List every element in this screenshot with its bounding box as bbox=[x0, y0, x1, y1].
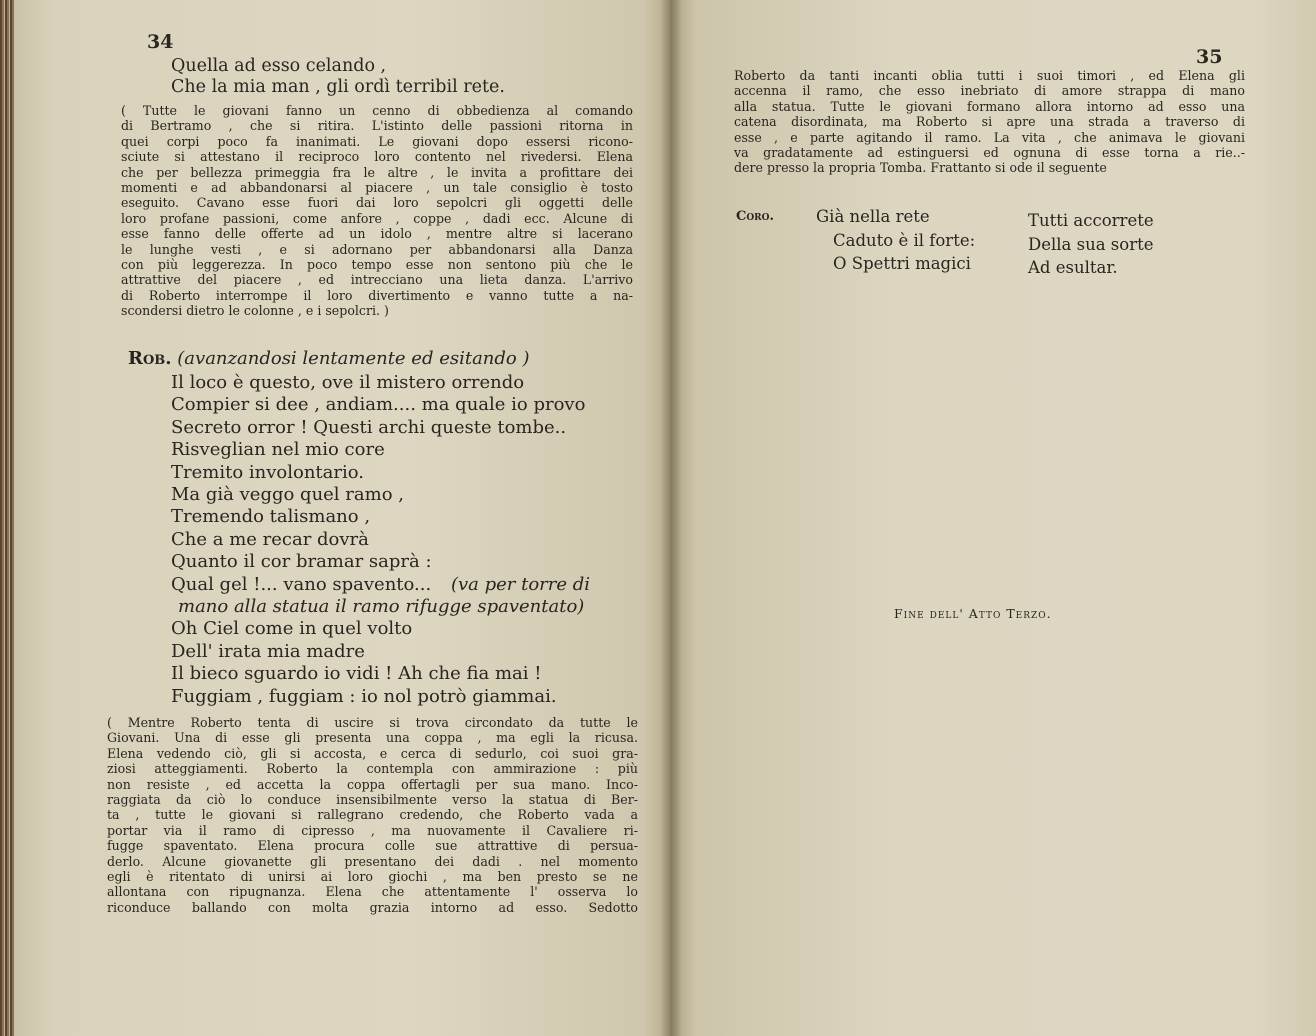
stage-line: alla statua. Tutte le giovani formano allora intorno ad esso una bbox=[734, 98, 1245, 114]
verse-line: Dell' irata mia madre bbox=[171, 640, 365, 662]
stage-line: ta , tutte le giovani si rallegrano credendo, che Roberto vada a bbox=[107, 807, 638, 823]
verse-line: Compier si dee , andiam.... ma quale io provo bbox=[171, 394, 586, 416]
stage-line: sciute si attestano il reciproco loro contento nel rivedersi. Elena bbox=[121, 149, 633, 165]
stage-line: Giovani. Una di esse gli presenta una coppa , ma egli la ricusa. bbox=[107, 730, 638, 746]
stage-line: Elena vedendo ciò, gli si accosta, e cerca di sedurlo, coi suoi gra- bbox=[107, 745, 638, 761]
stage-line: che per bellezza primeggia fra le altre , le invita a profittare dei bbox=[121, 164, 633, 180]
end-of-act-title: Fine dell' Atto Terzo. bbox=[894, 606, 1052, 621]
right-page bbox=[670, 0, 1316, 1036]
stage-line: di Bertramo , che si ritira. L'istinto delle passioni ritorna in bbox=[121, 118, 633, 134]
verse-line: Quanto il cor bramar saprà : bbox=[171, 551, 432, 573]
verse-line-qual bbox=[171, 574, 590, 596]
verse-line: Ma già veggo quel ramo , bbox=[171, 484, 404, 506]
stage-line: loro profane passioni, come anfore , coppe , dadi ecc. Alcune di bbox=[121, 210, 633, 226]
verse-line: Che la mia man , gli ordì terribil rete. bbox=[171, 77, 505, 97]
stage-aside: (va per torre di bbox=[450, 573, 591, 595]
stage-line: ( Mentre Roberto tenta di uscire si trova circondato da tutte le bbox=[107, 715, 638, 730]
stage-direction-right bbox=[734, 68, 1245, 176]
stage-line: Roberto da tanti incanti oblia tutti i suoi timori , ed Elena gli bbox=[734, 68, 1245, 83]
stage-line: catena disordinata, ma Roberto si apre una strada a traverso di bbox=[734, 114, 1245, 130]
verse-line: Il bieco sguardo io vidi ! Ah che fia mai ! bbox=[171, 663, 542, 685]
chorus-label: Coro. bbox=[736, 209, 775, 224]
stage-line: accenna il ramo, che esso inebriato di amore strappa di mano bbox=[734, 83, 1245, 99]
stage-aside-continuation: mano alla statua il ramo rifugge spaventato) bbox=[178, 596, 585, 618]
verse-line: Secreto orror ! Questi archi queste tombe.. bbox=[171, 416, 567, 438]
stage-line: ( Tutte le giovani fanno un cenno di obbedienza al comando bbox=[121, 103, 633, 118]
page-number-right: 35 bbox=[1196, 46, 1223, 68]
stage-direction-2 bbox=[107, 715, 638, 915]
stage-direction-1 bbox=[121, 103, 633, 319]
verse-line: Risveglian nel mio core bbox=[171, 439, 385, 461]
stage-line: va gradatamente ad estinguersi ed ognuna di esse torna a rie..- bbox=[734, 145, 1245, 161]
stage-line: le lunghe vesti , e si adornano per abbandonarsi alla Danza bbox=[121, 241, 633, 257]
chorus-line: Già nella rete bbox=[816, 207, 930, 226]
verse-text: Qual gel !... vano spavento... bbox=[171, 573, 432, 595]
stage-line: attrattive del piacere , ed intrecciano una lieta danza. L'arrivo bbox=[121, 272, 633, 288]
stage-line: portar via il ramo di cipresso , ma nuovamente il Cavaliere ri- bbox=[107, 822, 638, 838]
stage-line: raggiata da ciò lo conduce insensibilmente verso la statua di Ber- bbox=[107, 792, 638, 808]
verse-line: Fuggiam , fuggiam : io nol potrò giammai. bbox=[171, 685, 557, 707]
chorus-column-2 bbox=[1028, 209, 1154, 280]
opening-verse bbox=[171, 56, 505, 98]
chorus-line: Tutti accorrete bbox=[1028, 211, 1154, 230]
speaker-line bbox=[128, 348, 530, 370]
stage-line: eseguito. Cavano esse fuori dai loro sepolcri gli oggetti delle bbox=[121, 195, 633, 211]
book-gutter-shadow bbox=[660, 0, 682, 1036]
stage-line: esse fanno delle offerte ad un idolo , mentre altre si lacerano bbox=[121, 226, 633, 242]
book-binding-edge bbox=[0, 0, 14, 1036]
verse-line: Quella ad esso celando , bbox=[171, 56, 387, 76]
left-page bbox=[14, 0, 670, 1036]
chorus-line: Ad esultar. bbox=[1028, 258, 1118, 277]
verse-line: Che a me recar dovrà bbox=[171, 528, 369, 550]
verse-line: Tremendo talismano , bbox=[171, 506, 371, 528]
stage-line: con più leggerezza. In poco tempo esse non sentono più che le bbox=[121, 257, 633, 273]
page-number-left: 34 bbox=[147, 31, 174, 53]
stage-line: di Roberto interrompe il loro divertimento e vanno tutte a na- bbox=[121, 287, 633, 303]
verse-line: Il loco è questo, ove il mistero orrendo bbox=[171, 372, 525, 393]
speaker-name: Rob. bbox=[128, 348, 172, 369]
stage-line: non resiste , ed accetta la coppa offertagli per sua mano. Inco- bbox=[107, 776, 638, 792]
stage-line: momenti e ad abbandonarsi al piacere , un tale consiglio è tosto bbox=[121, 180, 633, 196]
stage-line: ziosi atteggiamenti. Roberto la contempla con ammirazione : più bbox=[107, 761, 638, 777]
speaker-direction: (avanzandosi lentamente ed esitando ) bbox=[177, 348, 530, 369]
stage-line: scondersi dietro le colonne , e i sepolcri. ) bbox=[121, 303, 389, 319]
chorus-line: Della sua sorte bbox=[1028, 234, 1154, 254]
stage-line: derlo. Alcune giovanette gli presentano dei dadi . nel momento bbox=[107, 853, 638, 869]
stage-line: fugge spaventato. Elena procura colle sue attrattive di persua- bbox=[107, 838, 638, 854]
verse-line: Oh Ciel come in quel volto bbox=[171, 618, 413, 640]
stage-line: dere presso la propria Tomba. Frattanto si ode il seguente bbox=[734, 160, 1107, 176]
stage-line: riconduce ballando con molta grazia intorno ad esso. Sedotto bbox=[107, 899, 638, 915]
chorus-column-1 bbox=[816, 205, 975, 276]
stage-line: egli è ritentato di unirsi ai loro giochi , ma ben presto se ne bbox=[107, 869, 638, 885]
stage-line: quei corpi poco fa inanimati. Le giovani dopo essersi ricono- bbox=[121, 133, 633, 149]
stage-line: allontana con ripugnanza. Elena che attentamente l' osserva lo bbox=[107, 884, 638, 900]
verse-line: Tremito involontario. bbox=[171, 461, 364, 483]
chorus-line: O Spettri magici bbox=[833, 254, 971, 273]
chorus-line: Caduto è il forte: bbox=[833, 230, 976, 250]
stage-line: esse , e parte agitando il ramo. La vita , che animava le giovani bbox=[734, 129, 1245, 145]
main-verse bbox=[171, 372, 590, 708]
